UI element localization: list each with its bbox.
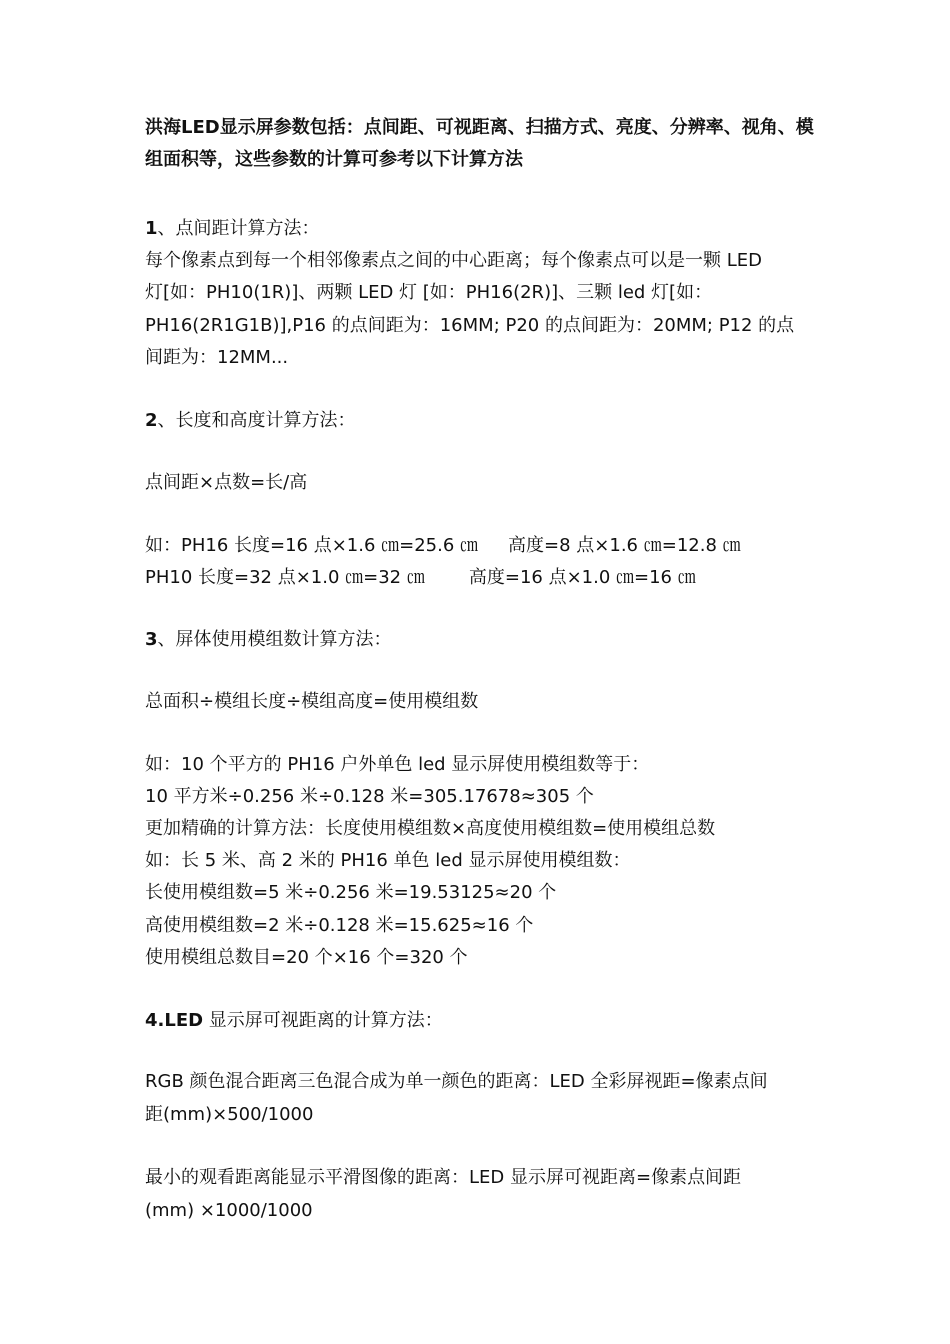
section-2-example-2 — [145, 567, 696, 589]
section-4-para-2-line-1: 最小的观看距离能显示平滑图像的距离：LED 显示屏可视距离=像素点间距 — [145, 1167, 742, 1188]
example-1-length: 如：PH16 长度=16 点×1.6 ㎝=25.6 ㎝ — [145, 535, 479, 556]
section-3-title: 、屏体使用模组数计算方法： — [157, 629, 392, 650]
section-1-line-3: PH16(2R1G1B)],P16 的点间距为：16MM; P20 的点间距为：20MM; P12 的点 — [145, 315, 795, 336]
intro-line-1: 洪海LED显示屏参数包括：点间距、可视距离、扫描方式、亮度、分辨率、视角、模 — [145, 117, 814, 138]
section-4-para-2-line-2: (mm) ×1000/1000 — [145, 1200, 313, 1221]
section-3-heading — [145, 629, 392, 651]
section-4-para-1-line-1: RGB 颜色混合距离三色混合成为单一颜色的距离：LED 全彩屏视距=像素点间 — [145, 1071, 768, 1092]
section-3-formula: 总面积÷模组长度÷模组高度=使用模组数 — [145, 691, 479, 712]
section-3-line-4: 如：长 5 米、高 2 米的 PH16 单色 led 显示屏使用模组数： — [145, 850, 631, 871]
section-3-number: 3 — [145, 629, 158, 650]
section-1-line-1: 每个像素点到每一个相邻像素点之间的中心距离；每个像素点可以是一颗 LED — [145, 250, 762, 271]
section-3-line-3: 更加精确的计算方法：长度使用模组数×高度使用模组数=使用模组总数 — [145, 818, 716, 839]
example-1-height: 高度=8 点×1.6 ㎝=12.8 ㎝ — [508, 535, 741, 556]
section-4-para-1-line-2: 距(mm)×500/1000 — [145, 1104, 314, 1125]
section-1-line-4: 间距为：12MM... — [145, 347, 289, 368]
section-3-line-6: 高使用模组数=2 米÷0.128 米=15.625≈16 个 — [145, 915, 534, 936]
section-3-line-7: 使用模组总数目=20 个×16 个=320 个 — [145, 947, 468, 968]
section-4-number: 4.LED — [145, 1010, 204, 1031]
section-1-line-2: 灯[如：PH10(1R)]、两颗 LED 灯 [如：PH16(2R)]、三颗 led 灯[如： — [145, 282, 713, 303]
section-2-number: 2 — [145, 410, 158, 431]
example-2-length: PH10 长度=32 点×1.0 ㎝=32 ㎝ — [145, 567, 425, 588]
example-2-height: 高度=16 点×1.0 ㎝=16 ㎝ — [468, 567, 696, 588]
section-2-example-1 — [145, 535, 741, 557]
section-3-line-5: 长使用模组数=5 米÷0.256 米=19.53125≈20 个 — [145, 882, 557, 903]
section-3-line-2: 10 平方米÷0.256 米÷0.128 米=305.17678≈305 个 — [145, 786, 594, 807]
section-1-number: 1 — [145, 218, 158, 239]
section-1-heading — [145, 218, 320, 240]
section-3-line-1: 如：10 个平方的 PH16 户外单色 led 显示屏使用模组数等于： — [145, 754, 650, 775]
section-2-title: 、长度和高度计算方法： — [157, 410, 356, 431]
section-2-heading — [145, 410, 356, 432]
section-1-title: 、点间距计算方法： — [157, 218, 320, 239]
section-4-heading — [145, 1010, 443, 1032]
section-4-title: 显示屏可视距离的计算方法： — [203, 1010, 443, 1031]
section-2-formula: 点间距×点数=长/高 — [145, 472, 308, 493]
intro-line-2: 组面积等，这些参数的计算可参考以下计算方法 — [145, 149, 523, 170]
